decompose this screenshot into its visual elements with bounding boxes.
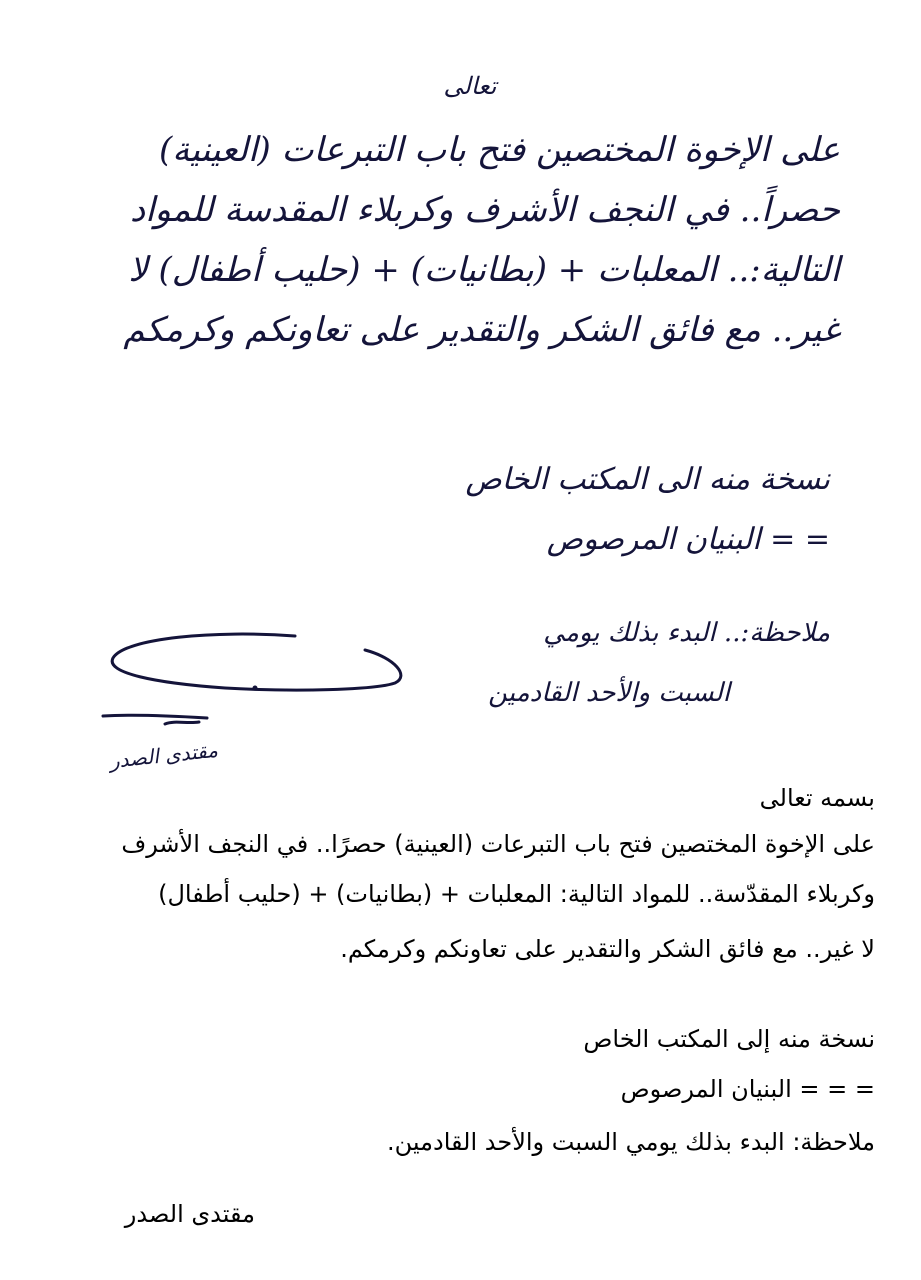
typed-paragraph-line-2: وكربلاء المقدّسة.. للمواد التالية: المعلبات + (بطانيات) + (حليب أطفال): [158, 880, 875, 908]
typed-paragraph-line-3: لا غير.. مع فائق الشكر والتقدير على تعاونكم وكرمكم.: [340, 935, 875, 963]
typed-paragraph-line-1: على الإخوة المختصين فتح باب التبرعات (العينية) حصرًا.. في النجف الأشرف: [121, 830, 875, 858]
handwritten-body-line-4: غير.. مع فائق الشكر والتقدير على تعاونكم وكرمكم: [123, 310, 840, 350]
typed-note: ملاحظة: البدء بذلك يومي السبت والأحد القادمين.: [387, 1128, 875, 1156]
handwritten-signature: [95, 628, 425, 740]
handwritten-note-line-2: السبت والأحد القادمين: [488, 678, 730, 708]
typed-copy-to-2: = = = البنيان المرصوص: [620, 1075, 875, 1103]
handwritten-body-line-2: حصراً.. في النجف الأشرف وكربلاء المقدسة للمواد: [129, 190, 840, 230]
handwritten-body-line-1: على الإخوة المختصين فتح باب التبرعات (العينية): [158, 130, 840, 170]
typed-signature: مقتدى الصدر: [124, 1200, 255, 1228]
handwritten-copy-line-1: نسخة منه الى المكتب الخاص: [465, 462, 830, 497]
typed-heading: بسمه تعالى: [759, 784, 875, 812]
handwritten-copy-line-2: = = البنيان المرصوص: [546, 522, 830, 557]
handwritten-signature-name: مقتدى الصدر: [108, 737, 219, 774]
handwritten-heading: تعالى: [443, 72, 497, 100]
handwritten-note-line-1: ملاحظة:.. البدء بذلك يومي: [543, 618, 830, 648]
handwritten-body-line-3: التالية:.. المعلبات + (بطانيات) + (حليب أطفال) لا: [128, 250, 840, 290]
typed-copy-to: نسخة منه إلى المكتب الخاص: [583, 1025, 875, 1053]
